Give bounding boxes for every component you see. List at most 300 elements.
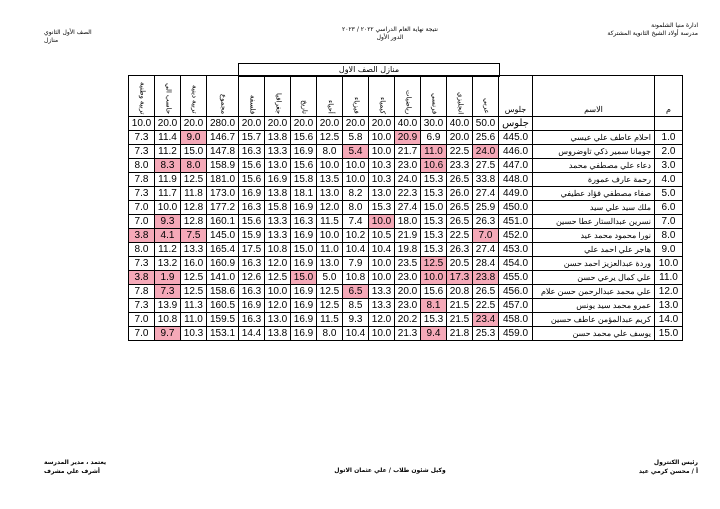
grade-cell: 160.9	[207, 257, 239, 271]
grade-cell: 9.0	[181, 131, 207, 145]
school-name: مدرسة أولاد الشيخ الثانوية المشتركة	[607, 30, 698, 37]
grade-cell: 173.0	[207, 187, 239, 201]
grade-cell: 160.5	[207, 299, 239, 313]
grade-cell: 5.0	[317, 271, 343, 285]
column-header-label: فلسفة	[248, 94, 256, 114]
grade-cell: 8.0	[317, 327, 343, 341]
grade-cell: 25.6	[473, 131, 499, 145]
student-name-cell: علي كمال يرعي حسن	[533, 271, 655, 285]
grade-cell: 6.9	[421, 131, 447, 145]
grade-cell: 453.0	[499, 243, 533, 257]
grade-cell: 15.3	[421, 243, 447, 257]
principal-name: أشرف علي مشرف	[44, 468, 100, 475]
grade-cell: 23.5	[395, 257, 421, 271]
grades-table	[128, 75, 683, 341]
grade-cell: 10.6	[421, 159, 447, 173]
grade-cell: 23.0	[395, 271, 421, 285]
column-header-french	[421, 76, 447, 117]
max-mark-cell: 20.0	[343, 117, 369, 131]
grade-cell: 15.3	[421, 313, 447, 327]
column-header-label: مجموع	[219, 93, 227, 114]
grade-cell: 13.3	[265, 145, 291, 159]
grade-cell: 12.5	[317, 285, 343, 299]
grade-cell: 11.0	[421, 145, 447, 159]
grade-cell: 19.8	[395, 243, 421, 257]
grade-cell: 165.4	[207, 243, 239, 257]
grade-cell: 12.5	[265, 271, 291, 285]
table-row	[129, 131, 683, 145]
grade-cell: 448.0	[499, 173, 533, 187]
max-mark-cell: 20.0	[239, 117, 265, 131]
grade-cell: 10.0	[369, 327, 395, 341]
grade-cell: 7.3	[129, 299, 155, 313]
grade-cell: 10.0	[369, 271, 395, 285]
grade-cell: 454.0	[499, 257, 533, 271]
grade-cell: 146.7	[207, 131, 239, 145]
column-header-label: الاسم	[584, 105, 603, 114]
grade-cell: 12.5	[181, 271, 207, 285]
grade-cell: 13.3	[181, 243, 207, 257]
grade-cell: 17.5	[239, 243, 265, 257]
grade-cell: 20.0	[447, 131, 473, 145]
max-mark-cell: 280.0	[207, 117, 239, 131]
grade-cell: 10.0	[369, 257, 395, 271]
control-head-title: رئيس الكنترول	[653, 459, 698, 466]
grade-cell: 15.6	[239, 215, 265, 229]
grade-cell: 10.0	[343, 173, 369, 187]
grade-cell: 20.2	[395, 313, 421, 327]
student-name-cell: جومانا سمير ذكي تاوضروس	[533, 145, 655, 159]
index-cell: 7.0	[655, 215, 683, 229]
index-cell: 12.0	[655, 285, 683, 299]
grade-cell: 445.0	[499, 131, 533, 145]
grade-cell: 7.5	[181, 229, 207, 243]
column-header-religion	[181, 76, 207, 117]
grade-cell: 7.3	[129, 257, 155, 271]
student-name-cell: احلام عاطف علي عيسي	[533, 131, 655, 145]
grade-cell: 26.3	[473, 215, 499, 229]
grade-cell: 16.3	[239, 285, 265, 299]
max-mark-cell: 20.0	[181, 117, 207, 131]
table-row	[129, 327, 683, 341]
student-name-cell: دعاء علي مصطفي محمد	[533, 159, 655, 173]
grade-cell: 15.8	[291, 173, 317, 187]
grade-cell: 24.0	[395, 173, 421, 187]
grade-cell: 8.3	[155, 159, 181, 173]
grade-cell: 15.3	[421, 215, 447, 229]
grade-cell: 11.5	[317, 313, 343, 327]
grade-cell: 13.3	[369, 299, 395, 313]
grade-cell: 447.0	[499, 159, 533, 173]
student-name-cell: صفاء مصطفي فؤاد عطيفي	[533, 187, 655, 201]
column-header-label: جغرافيا	[274, 92, 282, 114]
grade-cell: 26.0	[447, 187, 473, 201]
table-row	[129, 313, 683, 327]
grade-cell: 16.0	[181, 257, 207, 271]
grade-cell: 21.3	[395, 327, 421, 341]
max-mark-cell	[533, 117, 655, 131]
grade-cell: 7.0	[129, 215, 155, 229]
grade-cell: 1.9	[155, 271, 181, 285]
grade-cell: 27.5	[473, 159, 499, 173]
grade-cell: 455.0	[499, 271, 533, 285]
grade-cell: 15.0	[291, 271, 317, 285]
grade-cell: 10.5	[369, 229, 395, 243]
column-header-label: جلوس	[504, 105, 527, 114]
index-cell: 1.0	[655, 131, 683, 145]
round-title: الدور الأول	[376, 34, 404, 41]
grade-cell: 15.6	[239, 159, 265, 173]
grade-cell: 17.3	[447, 271, 473, 285]
grade-cell: 10.8	[155, 313, 181, 327]
grade-cell: 21.5	[447, 313, 473, 327]
column-header-label: عربي	[482, 98, 490, 114]
grade-cell: 26.5	[447, 201, 473, 215]
grade-cell: 20.0	[395, 285, 421, 299]
column-header-arabic	[473, 76, 499, 117]
grade-cell: 452.0	[499, 229, 533, 243]
grade-cell: 8.2	[343, 187, 369, 201]
index-cell: 10.0	[655, 257, 683, 271]
principal-title: يعتمد ، مدير المدرسة	[44, 459, 107, 466]
max-mark-cell: 40.0	[395, 117, 421, 131]
grade-cell: 7.9	[343, 257, 369, 271]
grade-cell: 21.7	[395, 145, 421, 159]
grade-cell: 8.0	[181, 159, 207, 173]
grade-cell: 10.0	[265, 285, 291, 299]
grade-cell: 15.6	[291, 131, 317, 145]
grade-info	[44, 29, 92, 45]
grade-cell: 27.4	[473, 243, 499, 257]
column-header-label: فرنسي	[430, 92, 438, 114]
result-title	[290, 26, 490, 42]
grade-cell: 22.5	[447, 145, 473, 159]
grade-cell: 16.3	[291, 215, 317, 229]
grade-cell: 3.8	[129, 271, 155, 285]
grade-cell: 7.0	[129, 201, 155, 215]
grade-cell: 11.0	[317, 243, 343, 257]
column-header-label: تربية وطنية	[138, 81, 146, 114]
column-header-label: انجليزي	[456, 91, 464, 114]
grade-cell: 13.8	[265, 131, 291, 145]
grade-cell: 16.9	[291, 313, 317, 327]
grade-cell: 9.7	[155, 327, 181, 341]
column-header-label: م	[666, 105, 671, 114]
grade-cell: 15.8	[265, 201, 291, 215]
grade-cell: 10.2	[343, 229, 369, 243]
index-cell: 6.0	[655, 201, 683, 215]
grade-cell: 10.4	[343, 243, 369, 257]
grade-cell: 10.4	[369, 243, 395, 257]
grade-cell: 7.0	[473, 229, 499, 243]
max-marks-row	[129, 117, 683, 131]
directorate-name: ادارة منيا الشلمونة	[651, 22, 698, 29]
grade-cell: 9.3	[155, 215, 181, 229]
grade-cell: 7.0	[129, 327, 155, 341]
grade-cell: 159.5	[207, 313, 239, 327]
table-row	[129, 201, 683, 215]
grade-cell: 7.3	[129, 187, 155, 201]
grade-cell: 15.3	[421, 229, 447, 243]
grade-cell: 13.3	[369, 285, 395, 299]
table-row	[129, 173, 683, 187]
max-mark-cell: 40.0	[447, 117, 473, 131]
grade-cell: 10.8	[343, 271, 369, 285]
column-header-label: تاريخ	[300, 100, 308, 114]
column-header-biology	[317, 76, 343, 117]
school-info	[607, 22, 698, 38]
student-name-cell: نورا محمود محمد عيد	[533, 229, 655, 243]
control-head-signature	[639, 458, 698, 476]
grade-cell: 458.0	[499, 313, 533, 327]
index-cell: 14.0	[655, 313, 683, 327]
column-header-citizenship	[129, 76, 155, 117]
grade-cell: 13.5	[317, 173, 343, 187]
grade-cell: 16.3	[239, 257, 265, 271]
vice-principal-name: وكيل شئون طلاب / علي عثمان الاتول	[334, 467, 446, 474]
grade-cell: 3.8	[129, 229, 155, 243]
table-row	[129, 257, 683, 271]
column-header-label: تربية دينية	[190, 85, 198, 114]
grade-cell: 15.6	[239, 173, 265, 187]
grade-cell: 177.2	[207, 201, 239, 215]
grade-cell: 23.3	[447, 159, 473, 173]
grade-cell: 23.4	[473, 313, 499, 327]
column-header-label: رياضيات	[404, 89, 412, 114]
index-cell: 4.0	[655, 173, 683, 187]
grade-cell: 8.1	[421, 299, 447, 313]
max-mark-cell: 10.0	[129, 117, 155, 131]
grade-cell: 10.3	[181, 327, 207, 341]
index-cell: 3.0	[655, 159, 683, 173]
column-header-label: كيمياء	[378, 96, 386, 114]
max-mark-cell: جلوس	[499, 117, 533, 131]
grade-cell: 15.6	[291, 159, 317, 173]
control-head-name: أ / محسن كرمي عيد	[638, 468, 698, 475]
grade-cell: 9.3	[343, 313, 369, 327]
grade-cell: 16.9	[291, 257, 317, 271]
max-mark-cell: 50.0	[473, 117, 499, 131]
grade-cell: 16.9	[291, 145, 317, 159]
column-header-name	[533, 76, 655, 117]
grade-cell: 23.0	[395, 159, 421, 173]
grade-cell: 13.0	[265, 313, 291, 327]
student-name-cell: كريم عبدالمؤمن عاطف حسين	[533, 313, 655, 327]
grade-cell: 13.8	[265, 327, 291, 341]
column-header-index	[655, 76, 683, 117]
table-row	[129, 215, 683, 229]
grade-cell: 158.9	[207, 159, 239, 173]
index-cell: 2.0	[655, 145, 683, 159]
column-header-philosophy	[239, 76, 265, 117]
grade-cell: 12.0	[317, 201, 343, 215]
student-name-cell: نسرين عبدالستار عطا حسين	[533, 215, 655, 229]
header-row	[129, 76, 683, 117]
grade-cell: 15.3	[421, 173, 447, 187]
grade-cell: 12.5	[317, 131, 343, 145]
grade-cell: 13.3	[265, 215, 291, 229]
grade-cell: 16.9	[291, 201, 317, 215]
grade-cell: 12.5	[317, 299, 343, 313]
grade-cell: 147.8	[207, 145, 239, 159]
grade-cell: 21.5	[447, 299, 473, 313]
grade-cell: 15.3	[421, 187, 447, 201]
grade-cell: 16.9	[239, 187, 265, 201]
column-header-total	[207, 76, 239, 117]
max-mark-cell	[655, 117, 683, 131]
student-name-cell: ملك سيد علي سيد	[533, 201, 655, 215]
table-row	[129, 187, 683, 201]
grade-cell: 11.7	[155, 187, 181, 201]
max-mark-cell: 20.0	[155, 117, 181, 131]
grade-cell: 10.0	[369, 145, 395, 159]
student-name-cell: هاجر علي احمد علي	[533, 243, 655, 257]
grade-cell: 25.9	[473, 201, 499, 215]
grade-cell: 20.5	[447, 257, 473, 271]
column-header-seat	[499, 76, 533, 117]
table-row	[129, 271, 683, 285]
grade-cell: 13.9	[155, 299, 181, 313]
grade-cell: 12.6	[239, 271, 265, 285]
grade-cell: 16.9	[291, 299, 317, 313]
grade-cell: 5.8	[343, 131, 369, 145]
grade-cell: 10.0	[317, 229, 343, 243]
grade-cell: 181.0	[207, 173, 239, 187]
grade-cell: 24.0	[473, 145, 499, 159]
grade-cell: 26.5	[473, 285, 499, 299]
column-header-computer	[155, 76, 181, 117]
grade-cell: 13.0	[265, 159, 291, 173]
grade-cell: 15.0	[181, 145, 207, 159]
grade-cell: 21.8	[447, 327, 473, 341]
grade-cell: 4.1	[155, 229, 181, 243]
grade-cell: 20.9	[395, 131, 421, 145]
grade-cell: 12.8	[181, 215, 207, 229]
max-mark-cell: 20.0	[291, 117, 317, 131]
study-type: منازل	[44, 37, 59, 44]
grade-cell: 11.0	[181, 313, 207, 327]
grade-cell: 26.5	[447, 173, 473, 187]
grade-cell: 153.1	[207, 327, 239, 341]
table-row	[129, 285, 683, 299]
grade-cell: 7.4	[343, 215, 369, 229]
student-name-cell: عمرو محمد سيد يونس	[533, 299, 655, 313]
grade-cell: 7.0	[129, 313, 155, 327]
grade-cell: 10.0	[155, 201, 181, 215]
table-row	[129, 229, 683, 243]
grade-cell: 22.5	[447, 229, 473, 243]
grade-cell: 8.0	[129, 159, 155, 173]
table-row	[129, 145, 683, 159]
max-mark-cell: 20.0	[265, 117, 291, 131]
student-name-cell: وردة عبدالعزيز احمد حسن	[533, 257, 655, 271]
grade-cell: 13.0	[317, 257, 343, 271]
index-cell: 13.0	[655, 299, 683, 313]
student-name-cell: يوسف علي محمد حسن	[533, 327, 655, 341]
grade-cell: 26.5	[447, 215, 473, 229]
column-header-history	[291, 76, 317, 117]
grade-cell: 13.0	[369, 187, 395, 201]
grade-cell: 11.5	[317, 215, 343, 229]
grade-cell: 10.3	[369, 159, 395, 173]
table-row	[129, 159, 683, 173]
grade-cell: 27.4	[395, 201, 421, 215]
index-cell: 8.0	[655, 229, 683, 243]
column-header-label: فيزياء	[352, 97, 360, 114]
grade-cell: 11.3	[181, 299, 207, 313]
grade-cell: 449.0	[499, 187, 533, 201]
grade-cell: 15.7	[239, 131, 265, 145]
class-banner: منازل الصف الاول	[238, 63, 500, 77]
grade-cell: 12.0	[369, 313, 395, 327]
grade-cell: 10.0	[369, 131, 395, 145]
grade-cell: 12.0	[265, 257, 291, 271]
grade-cell: 27.4	[473, 187, 499, 201]
grade-cell: 12.5	[181, 173, 207, 187]
grade-cell: 158.6	[207, 285, 239, 299]
column-header-label: حاسب الي	[164, 82, 172, 114]
grade-cell: 14.4	[239, 327, 265, 341]
grade-cell: 7.8	[129, 173, 155, 187]
grade-cell: 10.0	[369, 215, 395, 229]
index-cell: 9.0	[655, 243, 683, 257]
grade-cell: 16.3	[239, 313, 265, 327]
grade-cell: 25.3	[473, 327, 499, 341]
column-header-physics	[343, 76, 369, 117]
grade-cell: 16.9	[239, 299, 265, 313]
grade-cell: 13.3	[265, 229, 291, 243]
vice-principal-signature	[290, 466, 490, 475]
grade-cell: 7.3	[129, 131, 155, 145]
index-cell: 11.0	[655, 271, 683, 285]
index-cell: 15.0	[655, 327, 683, 341]
grade-cell: 10.3	[369, 173, 395, 187]
table-row	[129, 299, 683, 313]
grade-cell: 16.9	[291, 229, 317, 243]
grade-cell: 6.5	[343, 285, 369, 299]
grade-cell: 28.4	[473, 257, 499, 271]
grade-cell: 451.0	[499, 215, 533, 229]
grade-cell: 7.3	[129, 145, 155, 159]
grade-cell: 8.0	[129, 243, 155, 257]
grade-cell: 12.5	[421, 257, 447, 271]
grade-cell: 446.0	[499, 145, 533, 159]
grade-cell: 23.0	[395, 299, 421, 313]
column-header-math	[395, 76, 421, 117]
grade-cell: 12.8	[181, 201, 207, 215]
max-mark-cell: 20.0	[317, 117, 343, 131]
grade-cell: 20.8	[447, 285, 473, 299]
grade-cell: 5.4	[343, 145, 369, 159]
grade-cell: 10.8	[265, 243, 291, 257]
grade-cell: 12.5	[181, 285, 207, 299]
grade-cell: 16.9	[291, 285, 317, 299]
index-cell: 5.0	[655, 187, 683, 201]
grade-cell: 10.0	[317, 159, 343, 173]
grade-cell: 8.0	[317, 145, 343, 159]
grade-cell: 16.9	[291, 327, 317, 341]
grade-cell: 13.8	[265, 187, 291, 201]
grade-cell: 11.8	[181, 187, 207, 201]
grade-cell: 11.2	[155, 243, 181, 257]
grade-cell: 33.8	[473, 173, 499, 187]
grade-cell: 7.8	[129, 285, 155, 299]
grade-cell: 16.3	[239, 201, 265, 215]
grade-cell: 13.0	[317, 187, 343, 201]
grade-cell: 11.2	[155, 145, 181, 159]
grade-cell: 23.8	[473, 271, 499, 285]
column-header-label: أحياء	[326, 100, 334, 114]
